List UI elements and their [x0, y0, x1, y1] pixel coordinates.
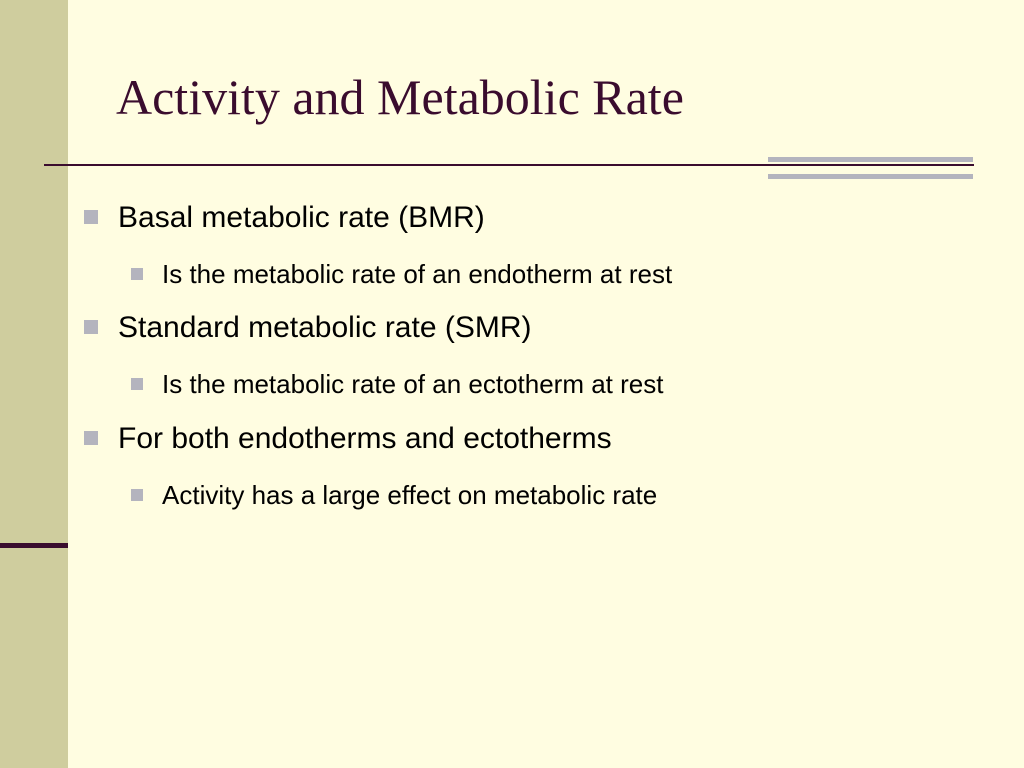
sub-bullet-text: Activity has a large effect on metabolic rate — [162, 480, 658, 510]
slide-title: Activity and Metabolic Rate — [116, 69, 684, 125]
bullet-text: Standard metabolic rate (SMR) — [118, 311, 532, 344]
square-bullet-icon — [131, 378, 143, 390]
sub-bullet-text: Is the metabolic rate of an ectotherm at rest — [162, 369, 664, 399]
sub-bullet-text: Is the metabolic rate of an endotherm at rest — [162, 259, 673, 289]
square-bullet-icon — [84, 320, 98, 334]
square-bullet-icon — [84, 431, 98, 445]
square-bullet-icon — [131, 489, 143, 501]
bullet-item — [84, 310, 532, 346]
bullet-item — [84, 200, 485, 236]
square-bullet-icon — [84, 210, 98, 224]
bullet-item — [84, 421, 612, 457]
bullet-text: Basal metabolic rate (BMR) — [118, 201, 485, 234]
square-bullet-icon — [131, 268, 143, 280]
sub-bullet-item — [131, 368, 663, 400]
bullet-text: For both endotherms and ectotherms — [118, 422, 612, 455]
sub-bullet-item — [131, 479, 657, 511]
sub-bullet-item — [131, 258, 672, 290]
